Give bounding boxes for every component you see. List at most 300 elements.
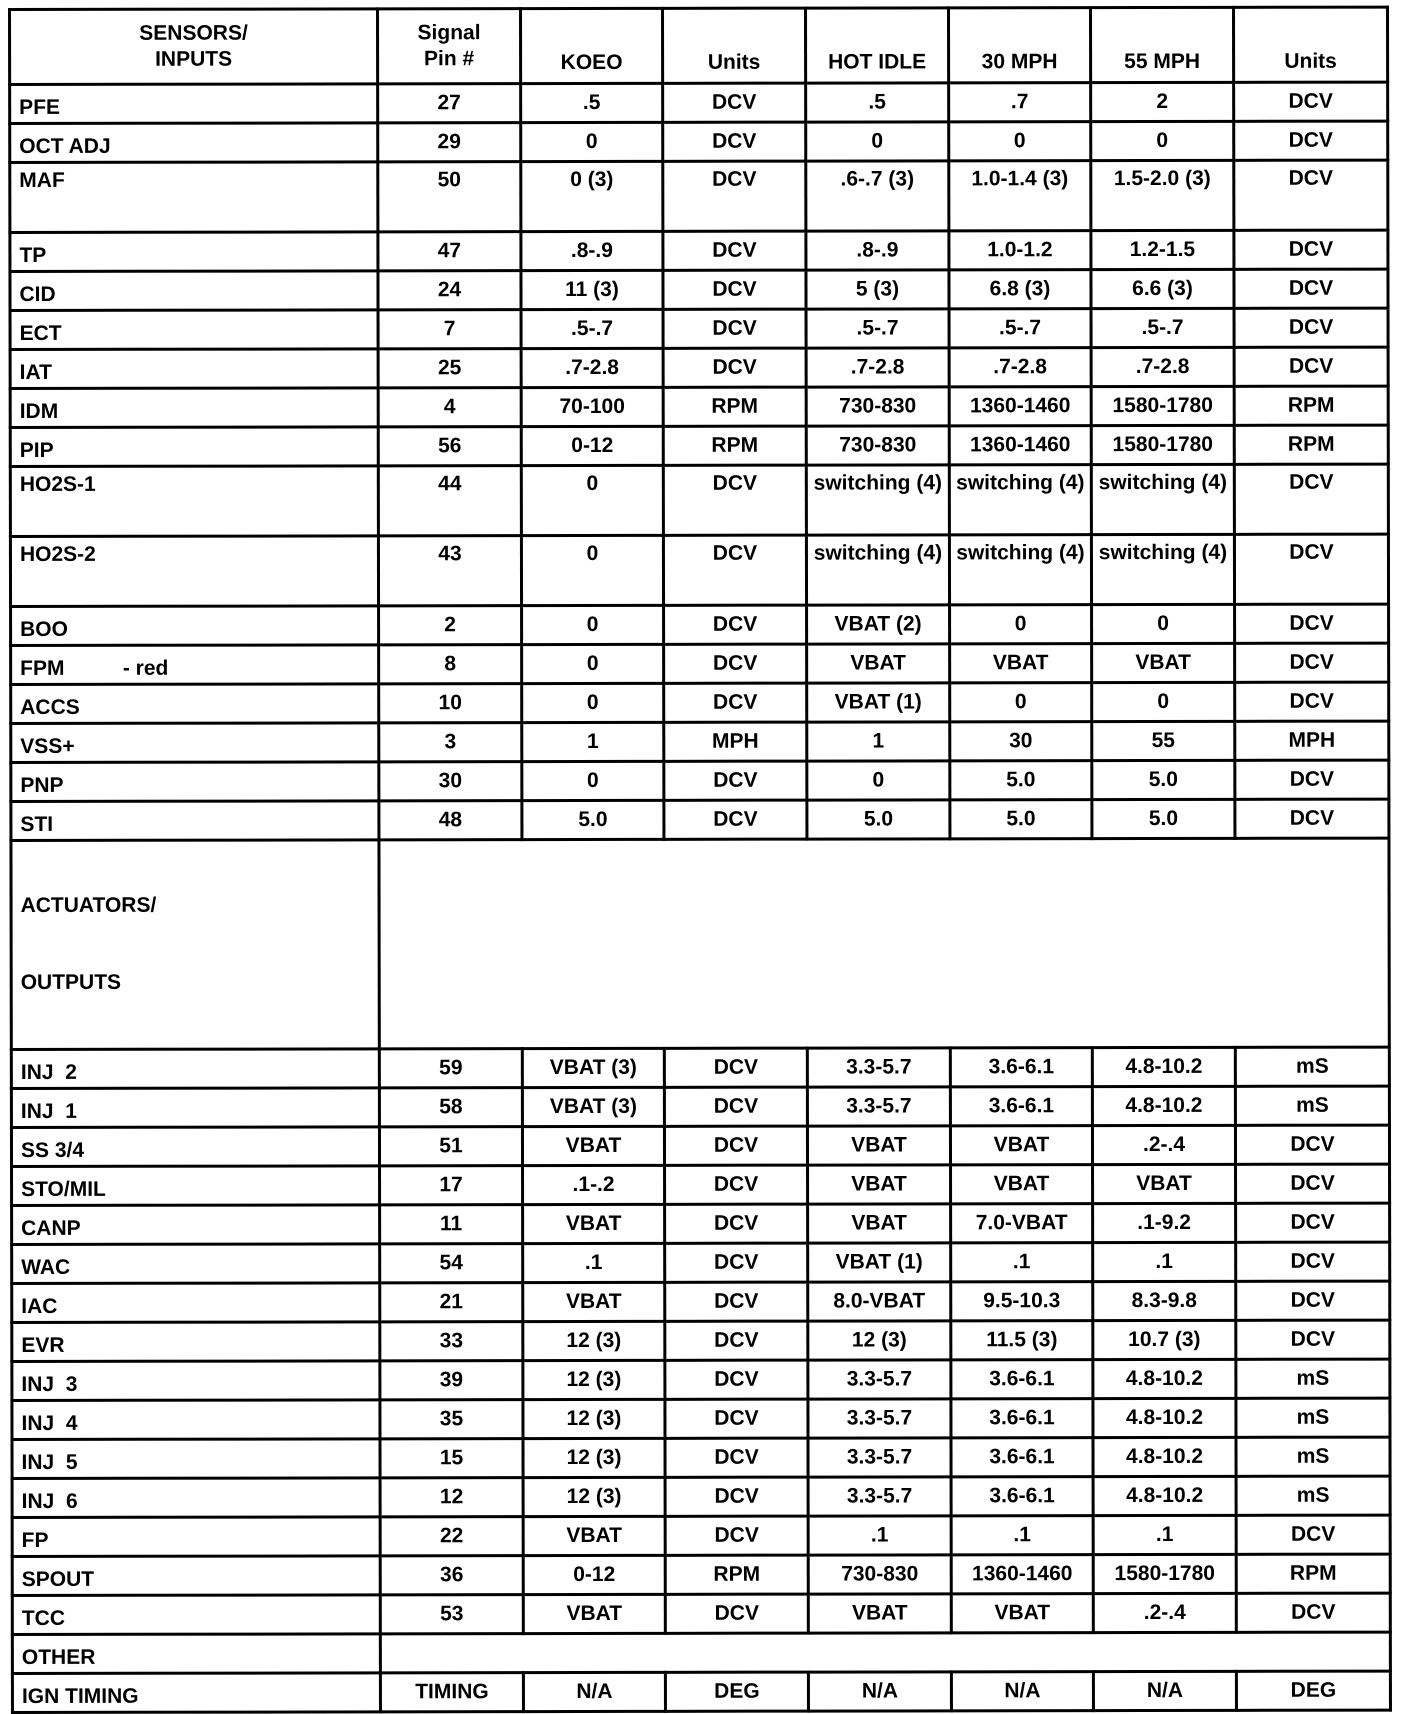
- pin-cell: 58: [379, 1087, 522, 1126]
- pcm-signal-reference-table: [8, 6, 1392, 1714]
- units-cell: DCV: [663, 231, 806, 270]
- other-rows: [12, 1671, 1390, 1712]
- units-cell: DCV: [665, 1477, 808, 1516]
- mph30-cell: VBAT: [951, 1593, 1093, 1632]
- mph55-cell: switching (4): [1091, 464, 1234, 534]
- mph30-cell: VBAT: [951, 1164, 1093, 1203]
- units2-cell: DCV: [1235, 760, 1389, 799]
- table-row: [10, 347, 1388, 388]
- units2-cell: DCV: [1235, 604, 1389, 643]
- units2-cell: DCV: [1236, 1242, 1390, 1281]
- header-30-mph: 30 MPH: [949, 8, 1091, 83]
- koeo-cell: 0: [521, 465, 663, 535]
- koeo-cell: 0: [522, 605, 664, 644]
- row-label: EVR: [12, 1322, 380, 1362]
- units-cell: DCV: [664, 605, 807, 644]
- pin-cell: 8: [379, 645, 522, 684]
- hot-idle-cell: VBAT: [807, 644, 950, 683]
- table-row: [10, 82, 1388, 123]
- koeo-cell: .7-2.8: [521, 348, 663, 387]
- units-cell: DCV: [665, 1282, 808, 1321]
- hot-idle-cell: switching (4): [806, 465, 949, 535]
- mph30-cell: VBAT: [950, 644, 1092, 683]
- mph55-cell: .7-2.8: [1091, 347, 1234, 386]
- row-label: OCT ADJ: [10, 123, 378, 163]
- row-label: TP: [10, 232, 378, 272]
- table-row: [12, 1398, 1390, 1439]
- units2-cell: RPM: [1234, 386, 1388, 425]
- pin-cell: 17: [380, 1165, 523, 1204]
- table-row: [12, 1437, 1390, 1478]
- header-koeo: KOEO: [521, 8, 663, 83]
- table-row: [12, 1281, 1390, 1322]
- mph55-cell: 2: [1091, 82, 1234, 121]
- mph30-cell: 3.6-6.1: [951, 1359, 1093, 1398]
- mph55-cell: 4.8-10.2: [1092, 1047, 1235, 1086]
- mph30-cell: 3.6-6.1: [950, 1086, 1092, 1125]
- pin-cell: 24: [378, 271, 521, 310]
- table-row: [11, 799, 1389, 840]
- koeo-cell: 0: [522, 761, 664, 800]
- row-label: VSS+: [11, 723, 379, 763]
- units-cell: DEG: [665, 1672, 808, 1711]
- actuators-heading-row: [11, 838, 1389, 1049]
- row-label: TCC: [12, 1595, 380, 1635]
- mph55-cell: .5-.7: [1091, 308, 1234, 347]
- mph30-cell: 3.6-6.1: [951, 1398, 1093, 1437]
- hot-idle-cell: VBAT (1): [807, 683, 950, 722]
- mph55-cell: 4.8-10.2: [1092, 1086, 1235, 1125]
- mph30-cell: 0: [950, 605, 1092, 644]
- mph30-cell: switching (4): [949, 465, 1091, 535]
- mph55-cell: 4.8-10.2: [1093, 1476, 1236, 1515]
- row-label: CID: [10, 271, 378, 311]
- row-label: FPM - red: [11, 645, 379, 685]
- table-row: [11, 721, 1389, 762]
- hot-idle-cell: .7-2.8: [806, 348, 949, 387]
- units-cell: DCV: [665, 1321, 808, 1360]
- table-row: [11, 1086, 1389, 1127]
- units2-cell: DCV: [1236, 1164, 1390, 1203]
- units-cell: DCV: [663, 465, 806, 535]
- koeo-cell: .8-.9: [521, 231, 663, 270]
- units2-cell: mS: [1236, 1476, 1390, 1515]
- koeo-cell: VBAT (3): [522, 1048, 664, 1087]
- mph55-cell: 1.2-1.5: [1091, 230, 1234, 269]
- mph30-cell: 1360-1460: [951, 1554, 1093, 1593]
- table-row: [11, 760, 1389, 801]
- pin-cell: 12: [380, 1477, 523, 1516]
- row-label: MAF: [10, 162, 378, 233]
- mph55-cell: 6.6 (3): [1091, 269, 1234, 308]
- koeo-cell: .5: [521, 83, 663, 122]
- koeo-cell: 12 (3): [523, 1321, 665, 1360]
- koeo-cell: VBAT: [523, 1516, 665, 1555]
- pin-cell: 3: [379, 723, 522, 762]
- table-row: [10, 269, 1388, 310]
- mph30-cell: 5.0: [950, 761, 1092, 800]
- mph55-cell: 4.8-10.2: [1093, 1437, 1236, 1476]
- mph55-cell: 5.0: [1092, 799, 1235, 838]
- table-row: [12, 1671, 1390, 1712]
- other-section: [12, 1632, 1390, 1673]
- pin-cell: 47: [378, 232, 521, 271]
- koeo-cell: 0 (3): [521, 161, 663, 231]
- units2-cell: mS: [1236, 1359, 1390, 1398]
- hot-idle-cell: .5: [806, 83, 949, 122]
- row-label: INJ 4: [12, 1400, 380, 1440]
- mph55-cell: 5.0: [1092, 760, 1235, 799]
- units-cell: DCV: [664, 800, 807, 839]
- mph55-cell: VBAT: [1093, 1164, 1236, 1203]
- table-row: [12, 1164, 1390, 1205]
- units-cell: DCV: [665, 1516, 808, 1555]
- units-cell: DCV: [663, 122, 806, 161]
- table-row: [10, 230, 1388, 271]
- table-row: [12, 1515, 1390, 1556]
- mph30-cell: 1.0-1.2: [949, 231, 1091, 270]
- table-row: [11, 604, 1389, 645]
- other-heading-blank: [380, 1632, 1390, 1673]
- actuators-heading: [11, 840, 379, 1050]
- table-row: [12, 1554, 1390, 1595]
- header-hot-idle: HOT IDLE: [806, 8, 949, 83]
- mph55-cell: .1: [1093, 1515, 1236, 1554]
- mph55-cell: .2-.4: [1093, 1593, 1236, 1632]
- mph30-cell: switching (4): [949, 535, 1091, 605]
- pin-cell: 53: [380, 1594, 523, 1633]
- units-cell: RPM: [663, 426, 806, 465]
- mph55-cell: 1580-1780: [1091, 425, 1234, 464]
- mph30-cell: 6.8 (3): [949, 270, 1091, 309]
- units-cell: DCV: [663, 270, 806, 309]
- mph30-cell: 3.6-6.1: [951, 1437, 1093, 1476]
- units2-cell: DCV: [1234, 534, 1388, 604]
- hot-idle-cell: 730-830: [808, 1555, 951, 1594]
- mph30-cell: 0: [950, 683, 1092, 722]
- row-label: INJ 5: [12, 1439, 380, 1479]
- pin-cell: 54: [380, 1243, 523, 1282]
- header-pin-line2: Pin #: [423, 47, 475, 71]
- units2-cell: DCV: [1235, 682, 1389, 721]
- hot-idle-cell: .5-.7: [806, 309, 949, 348]
- header-sensors-line1: SENSORS/: [139, 21, 248, 46]
- units-cell: DCV: [664, 761, 807, 800]
- table-row: [10, 425, 1388, 466]
- units-cell: DCV: [665, 1438, 808, 1477]
- units-cell: DCV: [663, 535, 806, 605]
- units-cell: DCV: [663, 161, 806, 231]
- row-label: IAT: [10, 349, 378, 389]
- units2-cell: DCV: [1234, 347, 1388, 386]
- row-label: IGN TIMING: [12, 1673, 380, 1713]
- mph30-cell: 30: [950, 722, 1092, 761]
- mph30-cell: .5-.7: [949, 309, 1091, 348]
- table-row: [12, 1203, 1390, 1244]
- hot-idle-cell: 12 (3): [808, 1321, 951, 1360]
- mph30-cell: .7-2.8: [949, 348, 1091, 387]
- units-cell: DCV: [663, 83, 806, 122]
- units2-cell: DCV: [1234, 121, 1388, 160]
- koeo-cell: 0-12: [521, 426, 663, 465]
- row-label: PFE: [10, 84, 378, 124]
- koeo-cell: .1-.2: [523, 1165, 665, 1204]
- row-label: INJ 1: [11, 1088, 379, 1128]
- table-row: [10, 308, 1388, 349]
- units2-cell: mS: [1236, 1398, 1390, 1437]
- actuators-section: [11, 838, 1389, 1049]
- hot-idle-cell: .1: [808, 1516, 951, 1555]
- hot-idle-cell: 3.3-5.7: [808, 1360, 951, 1399]
- pin-cell: 22: [380, 1516, 523, 1555]
- units2-cell: DCV: [1236, 1593, 1390, 1632]
- mph30-cell: 3.6-6.1: [950, 1047, 1092, 1086]
- other-heading-row: [12, 1632, 1390, 1673]
- actuators-heading-blank: [379, 838, 1389, 1049]
- row-label: ACCS: [11, 684, 379, 724]
- hot-idle-cell: 3.3-5.7: [807, 1048, 950, 1087]
- pin-cell: 11: [380, 1204, 523, 1243]
- table-row: [12, 1320, 1390, 1361]
- units2-cell: DCV: [1235, 643, 1389, 682]
- hot-idle-cell: VBAT: [808, 1165, 951, 1204]
- units2-cell: MPH: [1235, 721, 1389, 760]
- units2-cell: DCV: [1236, 1203, 1390, 1242]
- mph30-cell: 0: [949, 122, 1091, 161]
- row-label: FP: [12, 1517, 380, 1557]
- mph55-cell: 0: [1091, 121, 1234, 160]
- mph55-cell: 10.7 (3): [1093, 1320, 1236, 1359]
- units-cell: MPH: [664, 722, 807, 761]
- units2-cell: DCV: [1236, 1320, 1390, 1359]
- mph55-cell: .1-9.2: [1093, 1203, 1236, 1242]
- row-label: STI: [11, 801, 379, 841]
- mph55-cell: 1580-1780: [1091, 386, 1234, 425]
- koeo-cell: VBAT: [523, 1282, 665, 1321]
- row-label: INJ 2: [11, 1049, 379, 1089]
- hot-idle-cell: 5.0: [807, 800, 950, 839]
- hot-idle-cell: 3.3-5.7: [808, 1399, 951, 1438]
- row-label: IAC: [12, 1283, 380, 1323]
- koeo-cell: 0: [522, 683, 664, 722]
- pin-cell: 15: [380, 1438, 523, 1477]
- actuators-heading-line1: ACTUATORS/: [20, 893, 157, 918]
- header-55-mph: 55 MPH: [1091, 7, 1234, 82]
- mph30-cell: N/A: [951, 1671, 1093, 1710]
- units2-cell: DCV: [1235, 799, 1389, 838]
- mph30-cell: 3.6-6.1: [951, 1476, 1093, 1515]
- diagnostic-table-sheet: [8, 6, 1389, 1714]
- units2-cell: DCV: [1236, 1515, 1390, 1554]
- hot-idle-cell: 8.0-VBAT: [808, 1282, 951, 1321]
- table-row: [11, 682, 1389, 723]
- koeo-cell: VBAT: [523, 1204, 665, 1243]
- table-row: [12, 1476, 1390, 1517]
- mph55-cell: 1.5-2.0 (3): [1091, 160, 1234, 230]
- mph55-cell: N/A: [1093, 1671, 1236, 1710]
- row-label: STO/MIL: [12, 1166, 380, 1206]
- table-row: [12, 1359, 1390, 1400]
- row-label: IDM: [10, 388, 378, 428]
- table-row: [11, 1125, 1389, 1166]
- hot-idle-cell: 3.3-5.7: [808, 1438, 951, 1477]
- units-cell: DCV: [665, 1243, 808, 1282]
- mph55-cell: VBAT: [1092, 643, 1235, 682]
- mph30-cell: 9.5-10.3: [951, 1281, 1093, 1320]
- mph30-cell: VBAT: [950, 1125, 1092, 1164]
- hot-idle-cell: 730-830: [806, 387, 949, 426]
- units2-cell: mS: [1235, 1047, 1389, 1086]
- mph55-cell: 4.8-10.2: [1093, 1359, 1236, 1398]
- hot-idle-cell: N/A: [808, 1672, 951, 1711]
- hot-idle-cell: VBAT (1): [808, 1243, 951, 1282]
- mph30-cell: 5.0: [950, 800, 1092, 839]
- mph55-cell: 0: [1092, 682, 1235, 721]
- units2-cell: DCV: [1234, 308, 1388, 347]
- pin-cell: 43: [378, 536, 521, 606]
- row-label: PNP: [11, 762, 379, 802]
- koeo-cell: 0: [522, 644, 664, 683]
- mph30-cell: .1: [951, 1242, 1093, 1281]
- pin-cell: 36: [380, 1555, 523, 1594]
- units-cell: DCV: [663, 348, 806, 387]
- units-cell: DCV: [665, 1204, 808, 1243]
- koeo-cell: 5.0: [522, 800, 664, 839]
- hot-idle-cell: 3.3-5.7: [807, 1087, 950, 1126]
- row-label: SPOUT: [12, 1556, 380, 1596]
- table-row: [11, 643, 1389, 684]
- row-label: CANP: [12, 1205, 380, 1245]
- row-label: INJ 3: [12, 1361, 380, 1401]
- mph55-cell: .2-.4: [1092, 1125, 1235, 1164]
- mph30-cell: 1360-1460: [949, 387, 1091, 426]
- units2-cell: mS: [1236, 1437, 1390, 1476]
- row-label: WAC: [12, 1244, 380, 1284]
- mph30-cell: 1360-1460: [949, 426, 1091, 465]
- pin-cell: 50: [378, 162, 521, 232]
- header-units-1: Units: [663, 8, 806, 83]
- table-row: [10, 386, 1388, 427]
- hot-idle-cell: .6-.7 (3): [806, 161, 949, 231]
- units-cell: DCV: [665, 1165, 808, 1204]
- header-signal-pin: [378, 9, 521, 84]
- units-cell: RPM: [663, 387, 806, 426]
- units2-cell: DCV: [1234, 230, 1388, 269]
- table-row: [10, 160, 1388, 232]
- row-label: PIP: [10, 427, 378, 467]
- hot-idle-cell: 730-830: [806, 426, 949, 465]
- pin-cell: 21: [380, 1282, 523, 1321]
- pin-cell: 33: [380, 1321, 523, 1360]
- header-units-2: Units: [1234, 7, 1388, 82]
- table-row: [11, 1047, 1389, 1088]
- koeo-cell: VBAT (3): [522, 1087, 664, 1126]
- koeo-cell: 0: [521, 122, 663, 161]
- mph30-cell: 1.0-1.4 (3): [949, 161, 1091, 231]
- pin-cell: 7: [378, 310, 521, 349]
- hot-idle-cell: 0: [807, 761, 950, 800]
- koeo-cell: 1: [522, 722, 664, 761]
- row-label: BOO: [11, 606, 379, 646]
- pin-cell: 56: [378, 427, 521, 466]
- koeo-cell: 11 (3): [521, 270, 663, 309]
- koeo-cell: 0: [521, 535, 663, 605]
- table-row: [10, 121, 1388, 162]
- units2-cell: DCV: [1234, 464, 1388, 534]
- actuators-heading-line2: OUTPUTS: [20, 970, 122, 995]
- row-label: HO2S-2: [10, 536, 378, 607]
- pin-cell: 39: [380, 1360, 523, 1399]
- hot-idle-cell: 0: [806, 122, 949, 161]
- pin-cell: 30: [379, 762, 522, 801]
- units-cell: RPM: [665, 1555, 808, 1594]
- koeo-cell: 0-12: [523, 1555, 665, 1594]
- mph55-cell: 1580-1780: [1093, 1554, 1236, 1593]
- hot-idle-cell: 5 (3): [806, 270, 949, 309]
- units-cell: DCV: [665, 1360, 808, 1399]
- table-row: [12, 1593, 1390, 1634]
- other-heading: OTHER: [12, 1634, 380, 1674]
- koeo-cell: 12 (3): [523, 1360, 665, 1399]
- units-cell: DCV: [665, 1399, 808, 1438]
- units-cell: DCV: [663, 309, 806, 348]
- units2-cell: DCV: [1236, 1281, 1390, 1320]
- mph30-cell: .1: [951, 1515, 1093, 1554]
- units2-cell: mS: [1235, 1086, 1389, 1125]
- mph30-cell: 7.0-VBAT: [951, 1203, 1093, 1242]
- units-cell: DCV: [664, 644, 807, 683]
- sensor-rows: [10, 82, 1389, 840]
- units2-cell: DCV: [1235, 1125, 1389, 1164]
- mph55-cell: .1: [1093, 1242, 1236, 1281]
- pin-cell: 25: [378, 349, 521, 388]
- hot-idle-cell: VBAT: [808, 1204, 951, 1243]
- units-cell: DCV: [665, 1594, 808, 1633]
- units2-cell: DCV: [1234, 269, 1388, 308]
- pin-cell: 27: [378, 84, 521, 123]
- koeo-cell: N/A: [523, 1672, 665, 1711]
- pin-cell: 2: [379, 606, 522, 645]
- hot-idle-cell: 3.3-5.7: [808, 1477, 951, 1516]
- units-cell: DCV: [664, 683, 807, 722]
- header-row: [10, 7, 1388, 84]
- row-label: HO2S-1: [10, 466, 378, 537]
- koeo-cell: .1: [523, 1243, 665, 1282]
- koeo-cell: 70-100: [521, 387, 663, 426]
- koeo-cell: VBAT: [523, 1594, 665, 1633]
- units2-cell: RPM: [1236, 1554, 1390, 1593]
- mph55-cell: 55: [1092, 721, 1235, 760]
- units2-cell: RPM: [1234, 425, 1388, 464]
- pin-cell: 48: [379, 801, 522, 840]
- units-cell: DCV: [664, 1126, 807, 1165]
- actuator-rows: [11, 1047, 1390, 1634]
- mph30-cell: 11.5 (3): [951, 1320, 1093, 1359]
- hot-idle-cell: VBAT: [808, 1594, 951, 1633]
- row-label: INJ 6: [12, 1478, 380, 1518]
- units-cell: DCV: [664, 1087, 807, 1126]
- table-row: [10, 534, 1388, 606]
- koeo-cell: VBAT: [522, 1126, 664, 1165]
- pin-cell: 35: [380, 1399, 523, 1438]
- koeo-cell: 12 (3): [523, 1477, 665, 1516]
- pin-cell: 59: [379, 1048, 522, 1087]
- pin-cell: 44: [378, 466, 521, 536]
- pin-cell: 10: [379, 684, 522, 723]
- header-pin-line1: Signal: [417, 21, 481, 45]
- pin-cell: 51: [379, 1126, 522, 1165]
- units2-cell: DCV: [1234, 160, 1388, 230]
